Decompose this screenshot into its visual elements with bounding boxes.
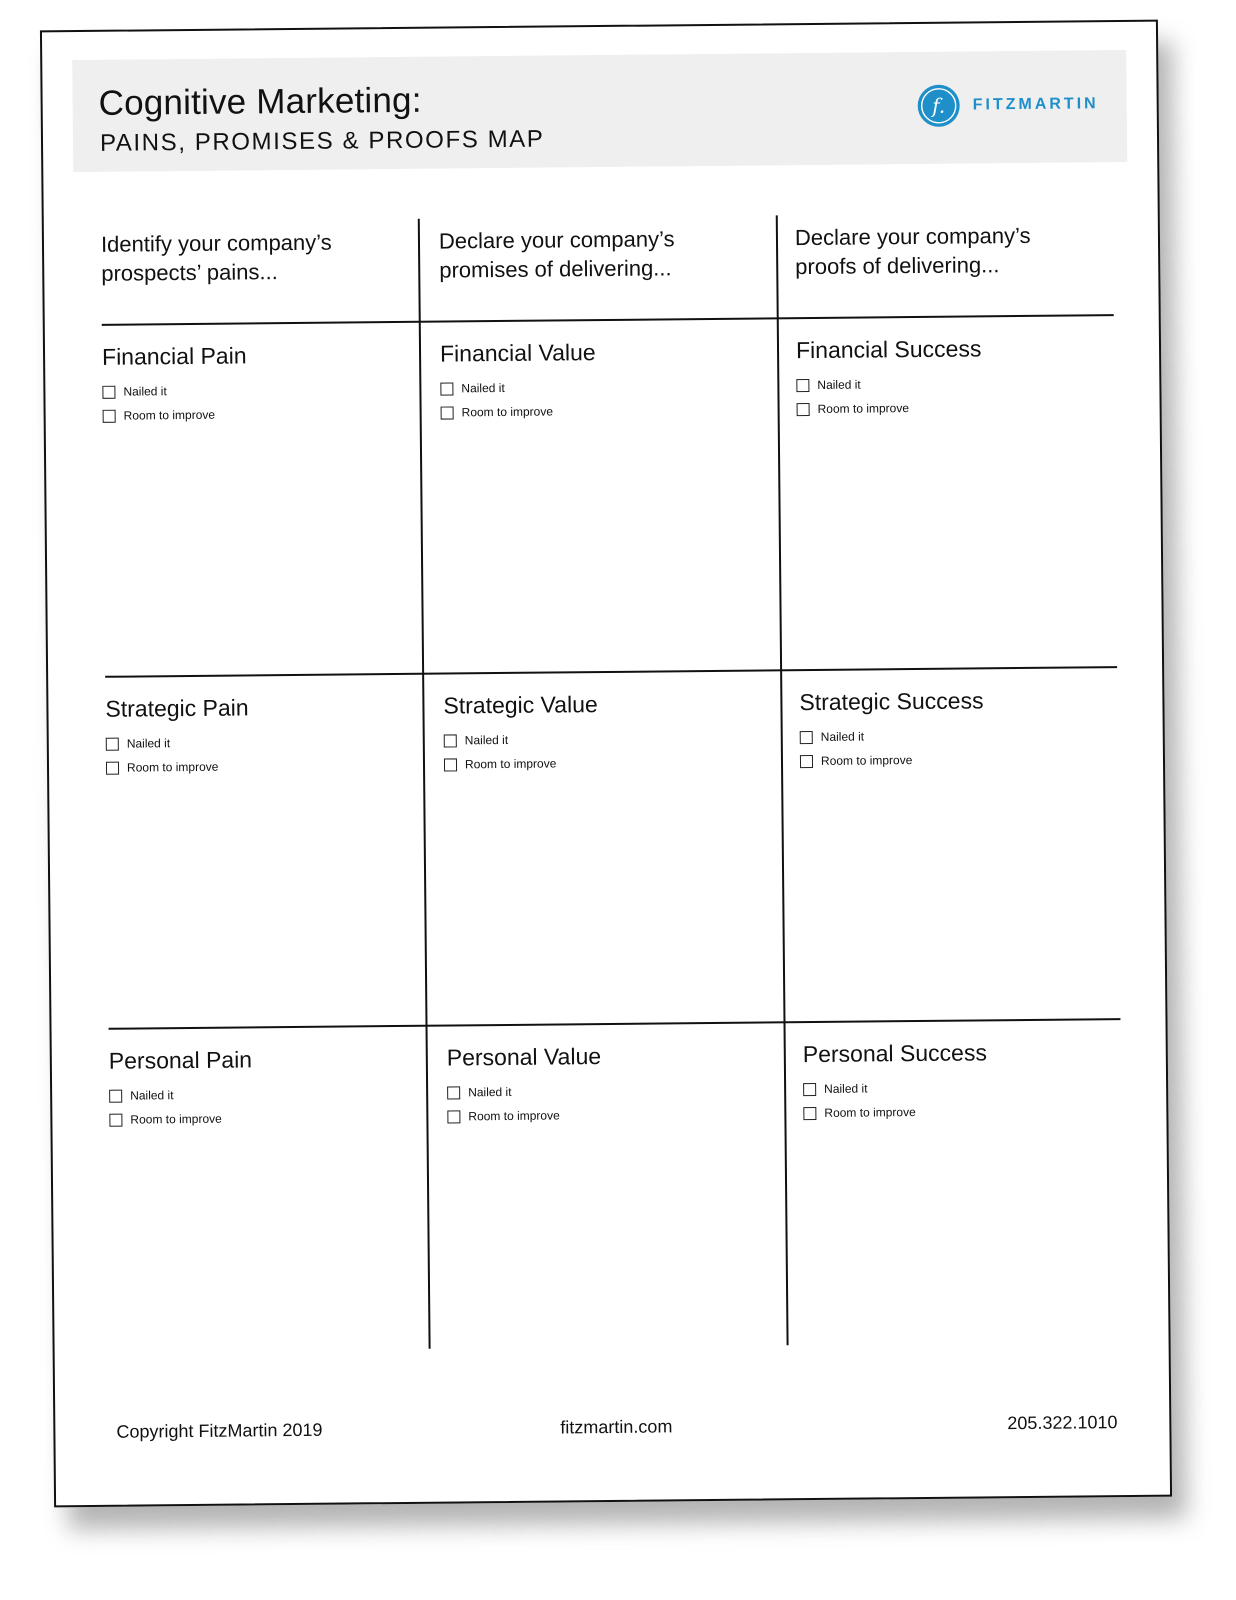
checkbox-box[interactable] <box>803 1106 816 1119</box>
cell-strategic-value <box>443 690 744 782</box>
cell-title: Personal Success <box>802 1039 988 1068</box>
checkbox-label: Room to improve <box>464 756 557 772</box>
checkbox-box[interactable] <box>447 1086 460 1099</box>
logo-letter: f. <box>932 93 946 118</box>
checkbox-box[interactable] <box>796 379 809 392</box>
column-divider-1 <box>418 219 431 1349</box>
column-intro-proofs: Declare your company’s proofs of delivering... <box>794 222 1031 280</box>
checkbox-box[interactable] <box>440 382 453 395</box>
room-to-improve-checkbox[interactable] <box>441 403 741 420</box>
column-divider-2 <box>776 215 789 1345</box>
checkbox-label: Room to improve <box>130 1111 222 1127</box>
page-title: Cognitive Marketing: <box>98 80 422 123</box>
checkbox-box[interactable] <box>803 1082 816 1095</box>
worksheet-page <box>40 20 1172 1508</box>
nailed-it-checkbox[interactable] <box>109 1086 409 1103</box>
checkbox-label: Nailed it <box>820 729 865 744</box>
room-to-improve-checkbox[interactable] <box>444 755 744 772</box>
footer-copyright: Copyright FitzMartin 2019 <box>116 1419 323 1442</box>
room-to-improve-checkbox[interactable] <box>800 751 1100 768</box>
nailed-it-checkbox[interactable] <box>800 727 1100 744</box>
room-to-improve-checkbox[interactable] <box>447 1107 747 1124</box>
footer-phone: 205.322.1010 <box>1007 1412 1118 1434</box>
checkbox-label: Nailed it <box>461 380 505 396</box>
checkbox-box[interactable] <box>441 406 454 419</box>
room-to-improve-checkbox[interactable] <box>103 406 403 423</box>
checkbox-box[interactable] <box>109 1113 122 1126</box>
room-to-improve-checkbox[interactable] <box>109 1110 409 1127</box>
checkbox-box[interactable] <box>444 734 457 747</box>
row-divider-2 <box>105 666 1117 678</box>
row-divider-3 <box>109 1018 1121 1030</box>
checkbox-label: Room to improve <box>123 407 216 423</box>
checkbox-box[interactable] <box>102 385 115 398</box>
checkbox-box[interactable] <box>800 731 813 744</box>
cell-personal-value <box>447 1042 748 1134</box>
nailed-it-checkbox[interactable] <box>796 375 1096 392</box>
cell-title: Strategic Value <box>443 691 598 719</box>
page-subtitle: PAINS, PROMISES & PROOFS MAP <box>99 125 545 157</box>
row-divider-1 <box>102 314 1114 326</box>
checkbox-box[interactable] <box>444 758 457 771</box>
logo-wordmark: FITZMARTIN <box>972 95 1099 114</box>
checkbox-label: Room to improve <box>820 753 913 768</box>
checkbox-label: Room to improve <box>468 1108 560 1124</box>
cell-title: Personal Value <box>446 1043 602 1071</box>
checkbox-box[interactable] <box>106 737 119 750</box>
cell-personal-pain <box>109 1045 410 1137</box>
nailed-it-checkbox[interactable] <box>102 382 402 399</box>
cell-financial-success <box>796 334 1097 426</box>
cell-strategic-pain <box>105 693 406 785</box>
footer-website[interactable]: fitzmartin.com <box>560 1416 673 1438</box>
column-intro-promises: Declare your company’s promises of delivering... <box>438 226 675 283</box>
checkbox-label: Room to improve <box>126 759 219 775</box>
cell-title: Personal Pain <box>108 1046 253 1074</box>
checkbox-label: Nailed it <box>824 1081 868 1096</box>
checkbox-label: Nailed it <box>126 736 171 751</box>
room-to-improve-checkbox[interactable] <box>803 1103 1103 1120</box>
cell-title: Financial Pain <box>101 342 247 370</box>
worksheet-sheet <box>40 20 1172 1508</box>
nailed-it-checkbox[interactable] <box>803 1079 1103 1096</box>
checkbox-box[interactable] <box>797 403 810 416</box>
checkbox-label: Nailed it <box>464 732 509 748</box>
cell-title: Financial Value <box>439 339 596 367</box>
fitzmartin-logo <box>916 82 1098 128</box>
checkbox-label: Nailed it <box>817 377 861 392</box>
nailed-it-checkbox[interactable] <box>106 734 406 751</box>
cell-strategic-success <box>799 686 1100 778</box>
checkbox-label: Room to improve <box>817 401 910 416</box>
room-to-improve-checkbox[interactable] <box>797 399 1097 416</box>
cell-financial-pain <box>102 341 403 433</box>
nailed-it-checkbox[interactable] <box>444 731 744 748</box>
cell-title: Financial Success <box>795 335 982 364</box>
checkbox-box[interactable] <box>106 761 119 774</box>
checkbox-label: Room to improve <box>461 404 554 420</box>
room-to-improve-checkbox[interactable] <box>106 758 406 775</box>
checkbox-label: Nailed it <box>130 1088 174 1103</box>
checkbox-box[interactable] <box>103 409 116 422</box>
cell-title: Strategic Pain <box>105 694 249 722</box>
checkbox-box[interactable] <box>109 1089 122 1102</box>
checkbox-box[interactable] <box>447 1110 460 1123</box>
checkbox-label: Nailed it <box>123 384 167 399</box>
checkbox-label: Nailed it <box>468 1084 512 1100</box>
cell-personal-success <box>803 1038 1104 1130</box>
nailed-it-checkbox[interactable] <box>447 1083 747 1100</box>
column-intro-pains: Identify your company’s prospects’ pains... <box>100 229 332 286</box>
checkbox-label: Room to improve <box>824 1105 916 1120</box>
nailed-it-checkbox[interactable] <box>440 379 740 396</box>
fitzmartin-logo-icon <box>916 84 960 128</box>
cell-financial-value <box>440 338 741 430</box>
cell-title: Strategic Success <box>799 687 984 716</box>
checkbox-box[interactable] <box>800 755 813 768</box>
